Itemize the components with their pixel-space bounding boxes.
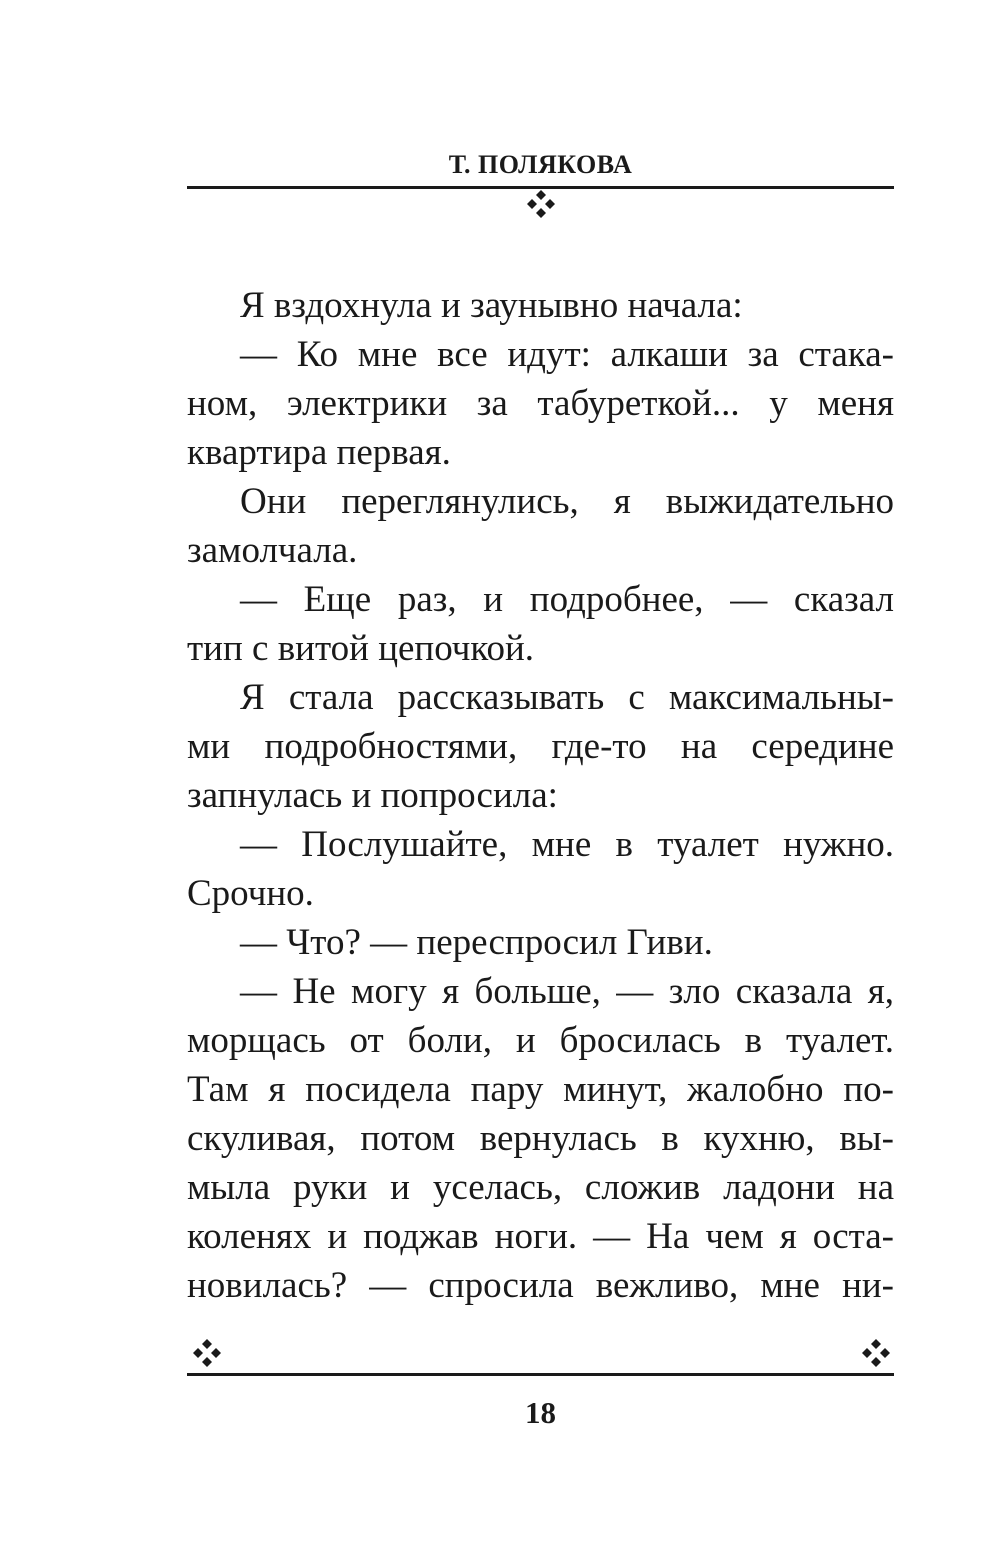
text-line: новилась? — спросила вежливо, мне ни- [187,1265,894,1306]
text-line: Они переглянулись, я выжидательно [240,481,894,522]
text-line: Срочно. [187,873,314,914]
text-line: мыла руки и уселась, сложив ладони на [187,1167,894,1208]
text-line: — Ко мне все идут: алкаши за стака- [240,334,894,375]
text-line: скуливая, потом вернулась в кухню, вы- [187,1118,894,1159]
text-line: квартира первая. [187,432,451,473]
text-line: замолчала. [187,530,358,571]
text-line: — Послушайте, мне в туалет нужно. [240,824,894,865]
ornament-diamond-icon-left [192,1338,222,1368]
text-line: ном, электрики за табуреткой... у меня [187,383,894,424]
text-line: — Не могу я больше, — зло сказала я, [240,971,894,1012]
footer-rule [187,1373,894,1376]
ornament-diamond-icon [526,189,556,219]
text-line: Я стала рассказывать с максимальны- [240,677,894,718]
text-line: тип с витой цепочкой. [187,628,535,669]
body-text [187,281,894,1310]
text-line: запнулась и попросила: [187,775,558,816]
text-line: Я вздохнула и заунывно начала: [240,285,743,326]
text-line: ми подробностями, где-то на середине [187,726,894,767]
text-line: — Еще раз, и подробнее, — сказал [240,579,894,620]
text-line: коленях и поджав ноги. — На чем я оста- [187,1216,894,1257]
running-head-author: Т. ПОЛЯКОВА [448,150,633,179]
ornament-diamond-icon-right [861,1338,891,1368]
text-line: Там я посидела пару минут, жалобно по- [187,1069,894,1110]
text-line: морщась от боли, и бросилась в туалет. [187,1020,894,1061]
page-number: 18 [525,1395,556,1430]
text-line: — Что? — переспросил Гиви. [240,922,713,963]
